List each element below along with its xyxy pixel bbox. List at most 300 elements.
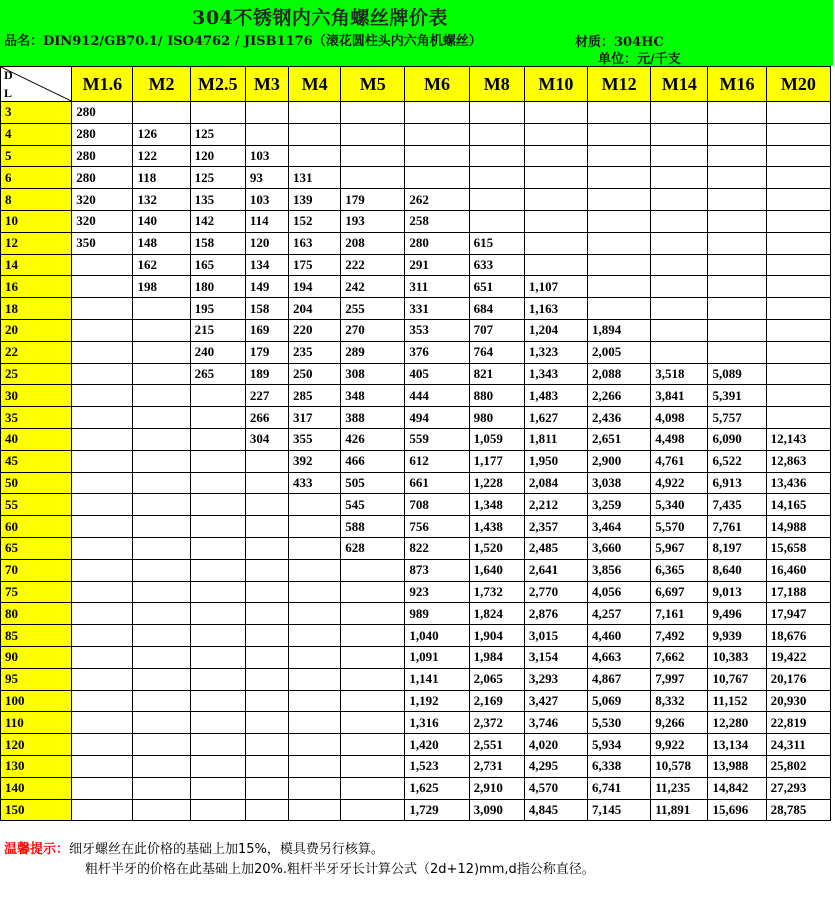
price-cell	[766, 189, 830, 211]
price-cell	[524, 102, 587, 124]
length-cell: 65	[1, 537, 72, 559]
price-cell	[469, 210, 524, 232]
price-cell: 5,089	[708, 363, 766, 385]
price-cell: 169	[245, 319, 288, 341]
price-cell: 2,551	[469, 734, 524, 756]
price-cell: 1,192	[405, 690, 469, 712]
price-cell: 1,640	[469, 559, 524, 581]
price-cell: 27,293	[766, 777, 830, 799]
price-cell	[72, 363, 133, 385]
price-cell	[133, 450, 190, 472]
price-cell	[190, 494, 245, 516]
price-cell: 285	[289, 385, 341, 407]
price-cell	[766, 407, 830, 429]
length-cell: 25	[1, 363, 72, 385]
price-cell: 120	[245, 232, 288, 254]
price-cell	[651, 254, 708, 276]
price-cell: 208	[341, 232, 405, 254]
price-cell: 7,761	[708, 516, 766, 538]
price-cell: 4,098	[651, 407, 708, 429]
price-cell	[341, 559, 405, 581]
price-cell	[245, 690, 288, 712]
price-cell: 405	[405, 363, 469, 385]
price-cell: 289	[341, 341, 405, 363]
price-cell: 10,383	[708, 646, 766, 668]
length-cell: 8	[1, 189, 72, 211]
price-cell: 3,464	[588, 516, 651, 538]
price-cell	[289, 690, 341, 712]
price-cell	[133, 102, 190, 124]
price-cell: 17,947	[766, 603, 830, 625]
price-cell: 348	[341, 385, 405, 407]
length-cell: 120	[1, 734, 72, 756]
price-cell	[588, 254, 651, 276]
price-cell: 633	[469, 254, 524, 276]
price-cell	[190, 516, 245, 538]
price-cell	[289, 646, 341, 668]
price-cell: 1,894	[588, 319, 651, 341]
price-cell: 93	[245, 167, 288, 189]
price-cell	[72, 254, 133, 276]
price-cell: 5,570	[651, 516, 708, 538]
price-cell: 1,420	[405, 734, 469, 756]
length-cell: 45	[1, 450, 72, 472]
price-cell	[405, 102, 469, 124]
price-cell	[190, 428, 245, 450]
price-cell: 131	[289, 167, 341, 189]
price-cell: 661	[405, 472, 469, 494]
price-cell: 433	[289, 472, 341, 494]
length-cell: 6	[1, 167, 72, 189]
table-row	[1, 428, 831, 450]
price-cell: 4,570	[524, 777, 587, 799]
table-row	[1, 755, 831, 777]
price-cell	[190, 734, 245, 756]
price-cell	[72, 777, 133, 799]
price-cell: 250	[289, 363, 341, 385]
price-cell: 4,020	[524, 734, 587, 756]
price-cell	[289, 516, 341, 538]
price-cell: 2,436	[588, 407, 651, 429]
price-cell: 222	[341, 254, 405, 276]
price-cell: 8,640	[708, 559, 766, 581]
price-cell: 220	[289, 319, 341, 341]
price-cell: 280	[72, 102, 133, 124]
price-cell: 1,904	[469, 625, 524, 647]
price-cell	[708, 167, 766, 189]
price-cell: 1,520	[469, 537, 524, 559]
price-cell: 376	[405, 341, 469, 363]
price-cell	[766, 145, 830, 167]
price-cell: 135	[190, 189, 245, 211]
price-cell	[190, 799, 245, 821]
column-header: M2.5	[190, 67, 245, 102]
price-cell: 2,731	[469, 755, 524, 777]
price-cell	[708, 254, 766, 276]
price-cell: 1,483	[524, 385, 587, 407]
price-cell: 14,165	[766, 494, 830, 516]
price-cell: 6,741	[588, 777, 651, 799]
price-cell	[72, 690, 133, 712]
price-cell: 189	[245, 363, 288, 385]
price-cell	[588, 189, 651, 211]
price-cell	[341, 690, 405, 712]
price-cell: 3,746	[524, 712, 587, 734]
table-row	[1, 276, 831, 298]
price-cell: 3,841	[651, 385, 708, 407]
price-cell	[72, 494, 133, 516]
price-cell	[245, 516, 288, 538]
price-cell	[245, 646, 288, 668]
price-cell: 320	[72, 189, 133, 211]
length-cell: 35	[1, 407, 72, 429]
length-cell: 30	[1, 385, 72, 407]
price-cell	[245, 537, 288, 559]
price-cell: 10,767	[708, 668, 766, 690]
hint-label: 温馨提示：	[4, 842, 70, 857]
price-cell	[72, 603, 133, 625]
price-cell	[289, 799, 341, 821]
note-line-2: 粗杆半牙的价格在此基础上加20%.粗杆半牙牙长计算公式（2d+12)mm,d指公称直径。	[85, 862, 595, 877]
price-cell: 1,729	[405, 799, 469, 821]
table-row	[1, 341, 831, 363]
price-cell: 20,176	[766, 668, 830, 690]
price-cell: 3,660	[588, 537, 651, 559]
price-cell: 270	[341, 319, 405, 341]
price-cell: 1,091	[405, 646, 469, 668]
price-cell: 14,842	[708, 777, 766, 799]
price-cell: 355	[289, 428, 341, 450]
price-cell	[133, 603, 190, 625]
price-cell: 1,177	[469, 450, 524, 472]
price-cell: 20,930	[766, 690, 830, 712]
price-cell	[72, 668, 133, 690]
price-cell	[190, 537, 245, 559]
price-cell	[190, 407, 245, 429]
price-cell: 923	[405, 581, 469, 603]
price-cell: 1,732	[469, 581, 524, 603]
price-cell: 4,922	[651, 472, 708, 494]
price-cell	[524, 189, 587, 211]
price-cell: 126	[133, 123, 190, 145]
corner-l-label: L	[4, 86, 13, 100]
material-label: 材质：304HC	[575, 35, 664, 50]
price-cell	[133, 319, 190, 341]
price-cell: 2,266	[588, 385, 651, 407]
length-cell: 20	[1, 319, 72, 341]
price-cell: 24,311	[766, 734, 830, 756]
price-cell: 5,967	[651, 537, 708, 559]
price-cell	[708, 341, 766, 363]
price-cell	[190, 712, 245, 734]
price-cell: 684	[469, 298, 524, 320]
price-cell: 3,154	[524, 646, 587, 668]
price-cell: 980	[469, 407, 524, 429]
price-cell: 1,984	[469, 646, 524, 668]
price-cell: 103	[245, 189, 288, 211]
price-cell: 4,295	[524, 755, 587, 777]
price-cell	[289, 734, 341, 756]
price-cell: 11,891	[651, 799, 708, 821]
table-row	[1, 537, 831, 559]
price-cell	[469, 123, 524, 145]
price-cell: 545	[341, 494, 405, 516]
price-cell: 3,090	[469, 799, 524, 821]
price-cell: 1,040	[405, 625, 469, 647]
price-cell: 7,662	[651, 646, 708, 668]
price-cell: 880	[469, 385, 524, 407]
price-cell: 12,280	[708, 712, 766, 734]
table-row	[1, 145, 831, 167]
price-cell	[245, 777, 288, 799]
price-cell: 1,059	[469, 428, 524, 450]
price-cell: 142	[190, 210, 245, 232]
price-cell	[651, 319, 708, 341]
price-cell	[133, 581, 190, 603]
price-cell: 559	[405, 428, 469, 450]
price-cell	[588, 145, 651, 167]
table-row	[1, 559, 831, 581]
price-cell	[72, 516, 133, 538]
column-header: M1.6	[72, 67, 133, 102]
table-row	[1, 603, 831, 625]
table-row	[1, 450, 831, 472]
price-cell	[190, 646, 245, 668]
price-cell	[245, 668, 288, 690]
price-cell	[190, 385, 245, 407]
price-cell: 7,997	[651, 668, 708, 690]
price-cell	[190, 690, 245, 712]
price-cell: 7,492	[651, 625, 708, 647]
price-cell	[651, 341, 708, 363]
price-cell	[766, 341, 830, 363]
price-cell: 120	[190, 145, 245, 167]
table-row	[1, 668, 831, 690]
table-row	[1, 232, 831, 254]
price-cell: 1,950	[524, 450, 587, 472]
price-cell	[190, 450, 245, 472]
price-cell	[72, 559, 133, 581]
price-cell	[766, 298, 830, 320]
price-cell	[524, 254, 587, 276]
price-cell: 821	[469, 363, 524, 385]
price-cell	[72, 385, 133, 407]
price-cell: 505	[341, 472, 405, 494]
price-cell	[651, 232, 708, 254]
column-header: M4	[289, 67, 341, 102]
price-cell: 2,651	[588, 428, 651, 450]
price-cell	[190, 603, 245, 625]
price-cell: 1,438	[469, 516, 524, 538]
price-table	[0, 66, 831, 821]
price-cell: 13,134	[708, 734, 766, 756]
price-cell: 494	[405, 407, 469, 429]
price-cell	[651, 276, 708, 298]
price-cell: 6,365	[651, 559, 708, 581]
price-cell	[289, 777, 341, 799]
price-cell: 11,235	[651, 777, 708, 799]
price-cell: 4,460	[588, 625, 651, 647]
price-cell: 13,436	[766, 472, 830, 494]
column-header: M20	[766, 67, 830, 102]
price-cell	[766, 363, 830, 385]
price-cell	[72, 734, 133, 756]
price-cell	[133, 407, 190, 429]
price-cell	[588, 298, 651, 320]
length-cell: 12	[1, 232, 72, 254]
price-cell	[766, 385, 830, 407]
price-cell: 242	[341, 276, 405, 298]
price-cell	[341, 777, 405, 799]
price-cell: 3,518	[651, 363, 708, 385]
price-cell	[405, 123, 469, 145]
price-cell: 1,523	[405, 755, 469, 777]
price-cell: 179	[245, 341, 288, 363]
price-cell	[245, 123, 288, 145]
table-row	[1, 385, 831, 407]
price-cell	[341, 123, 405, 145]
price-cell	[245, 755, 288, 777]
length-cell: 100	[1, 690, 72, 712]
price-cell: 4,663	[588, 646, 651, 668]
price-cell: 175	[289, 254, 341, 276]
price-cell	[651, 123, 708, 145]
price-cell: 280	[72, 145, 133, 167]
price-cell: 4,498	[651, 428, 708, 450]
price-cell: 18,676	[766, 625, 830, 647]
price-cell	[405, 167, 469, 189]
price-cell: 2,876	[524, 603, 587, 625]
price-cell: 132	[133, 189, 190, 211]
price-cell: 15,696	[708, 799, 766, 821]
price-cell	[341, 799, 405, 821]
price-cell: 444	[405, 385, 469, 407]
price-cell: 308	[341, 363, 405, 385]
price-cell	[708, 189, 766, 211]
price-cell	[245, 559, 288, 581]
price-cell: 255	[341, 298, 405, 320]
price-cell	[289, 603, 341, 625]
price-cell	[245, 102, 288, 124]
price-cell	[469, 145, 524, 167]
price-cell	[133, 799, 190, 821]
price-cell	[245, 494, 288, 516]
table-row	[1, 712, 831, 734]
price-cell: 1,163	[524, 298, 587, 320]
price-cell	[708, 232, 766, 254]
price-cell: 5,757	[708, 407, 766, 429]
price-cell	[651, 167, 708, 189]
price-cell	[133, 428, 190, 450]
price-cell	[289, 581, 341, 603]
price-cell: 158	[190, 232, 245, 254]
price-cell	[341, 646, 405, 668]
price-cell: 615	[469, 232, 524, 254]
price-cell: 1,323	[524, 341, 587, 363]
price-cell	[72, 319, 133, 341]
price-cell: 612	[405, 450, 469, 472]
price-cell: 165	[190, 254, 245, 276]
length-cell: 70	[1, 559, 72, 581]
price-cell: 262	[405, 189, 469, 211]
price-cell: 707	[469, 319, 524, 341]
price-cell: 2,065	[469, 668, 524, 690]
price-cell: 163	[289, 232, 341, 254]
price-cell: 265	[190, 363, 245, 385]
price-cell: 5,530	[588, 712, 651, 734]
price-cell	[72, 799, 133, 821]
price-cell: 2,372	[469, 712, 524, 734]
length-cell: 5	[1, 145, 72, 167]
price-cell: 2,005	[588, 341, 651, 363]
note-text-1: 细牙螺丝在此价格的基础上加15%，模具费另行核算。	[69, 842, 384, 857]
length-cell: 140	[1, 777, 72, 799]
price-cell	[72, 450, 133, 472]
price-cell: 280	[405, 232, 469, 254]
price-cell: 304	[245, 428, 288, 450]
price-cell: 2,900	[588, 450, 651, 472]
price-cell	[341, 755, 405, 777]
price-cell	[708, 298, 766, 320]
price-cell	[245, 799, 288, 821]
price-cell: 7,435	[708, 494, 766, 516]
price-cell: 125	[190, 123, 245, 145]
table-row	[1, 777, 831, 799]
column-header: M3	[245, 67, 288, 102]
price-cell: 125	[190, 167, 245, 189]
price-cell	[289, 755, 341, 777]
price-cell: 8,197	[708, 537, 766, 559]
price-cell	[133, 625, 190, 647]
price-cell: 2,212	[524, 494, 587, 516]
price-cell	[588, 102, 651, 124]
price-cell: 4,056	[588, 581, 651, 603]
price-cell	[133, 668, 190, 690]
price-cell	[524, 145, 587, 167]
price-cell: 9,013	[708, 581, 766, 603]
price-cell: 392	[289, 450, 341, 472]
length-cell: 22	[1, 341, 72, 363]
price-cell	[133, 559, 190, 581]
price-cell: 162	[133, 254, 190, 276]
length-cell: 16	[1, 276, 72, 298]
header-banner	[0, 0, 833, 66]
price-cell: 9,496	[708, 603, 766, 625]
price-cell	[469, 189, 524, 211]
price-cell	[72, 428, 133, 450]
price-cell: 4,257	[588, 603, 651, 625]
corner-d-label: D	[4, 68, 13, 82]
price-cell	[708, 319, 766, 341]
price-cell	[524, 232, 587, 254]
price-cell	[190, 777, 245, 799]
price-cell: 3,038	[588, 472, 651, 494]
price-cell: 240	[190, 341, 245, 363]
price-cell: 4,845	[524, 799, 587, 821]
price-cell	[341, 603, 405, 625]
price-cell	[588, 276, 651, 298]
price-cell	[341, 102, 405, 124]
price-cell: 1,348	[469, 494, 524, 516]
unit-label: 单位：元/千支	[598, 52, 681, 67]
table-row	[1, 799, 831, 821]
price-cell	[245, 734, 288, 756]
price-cell	[341, 145, 405, 167]
price-cell	[708, 123, 766, 145]
price-cell: 2,169	[469, 690, 524, 712]
price-cell: 1,316	[405, 712, 469, 734]
note-line-1	[4, 838, 384, 857]
